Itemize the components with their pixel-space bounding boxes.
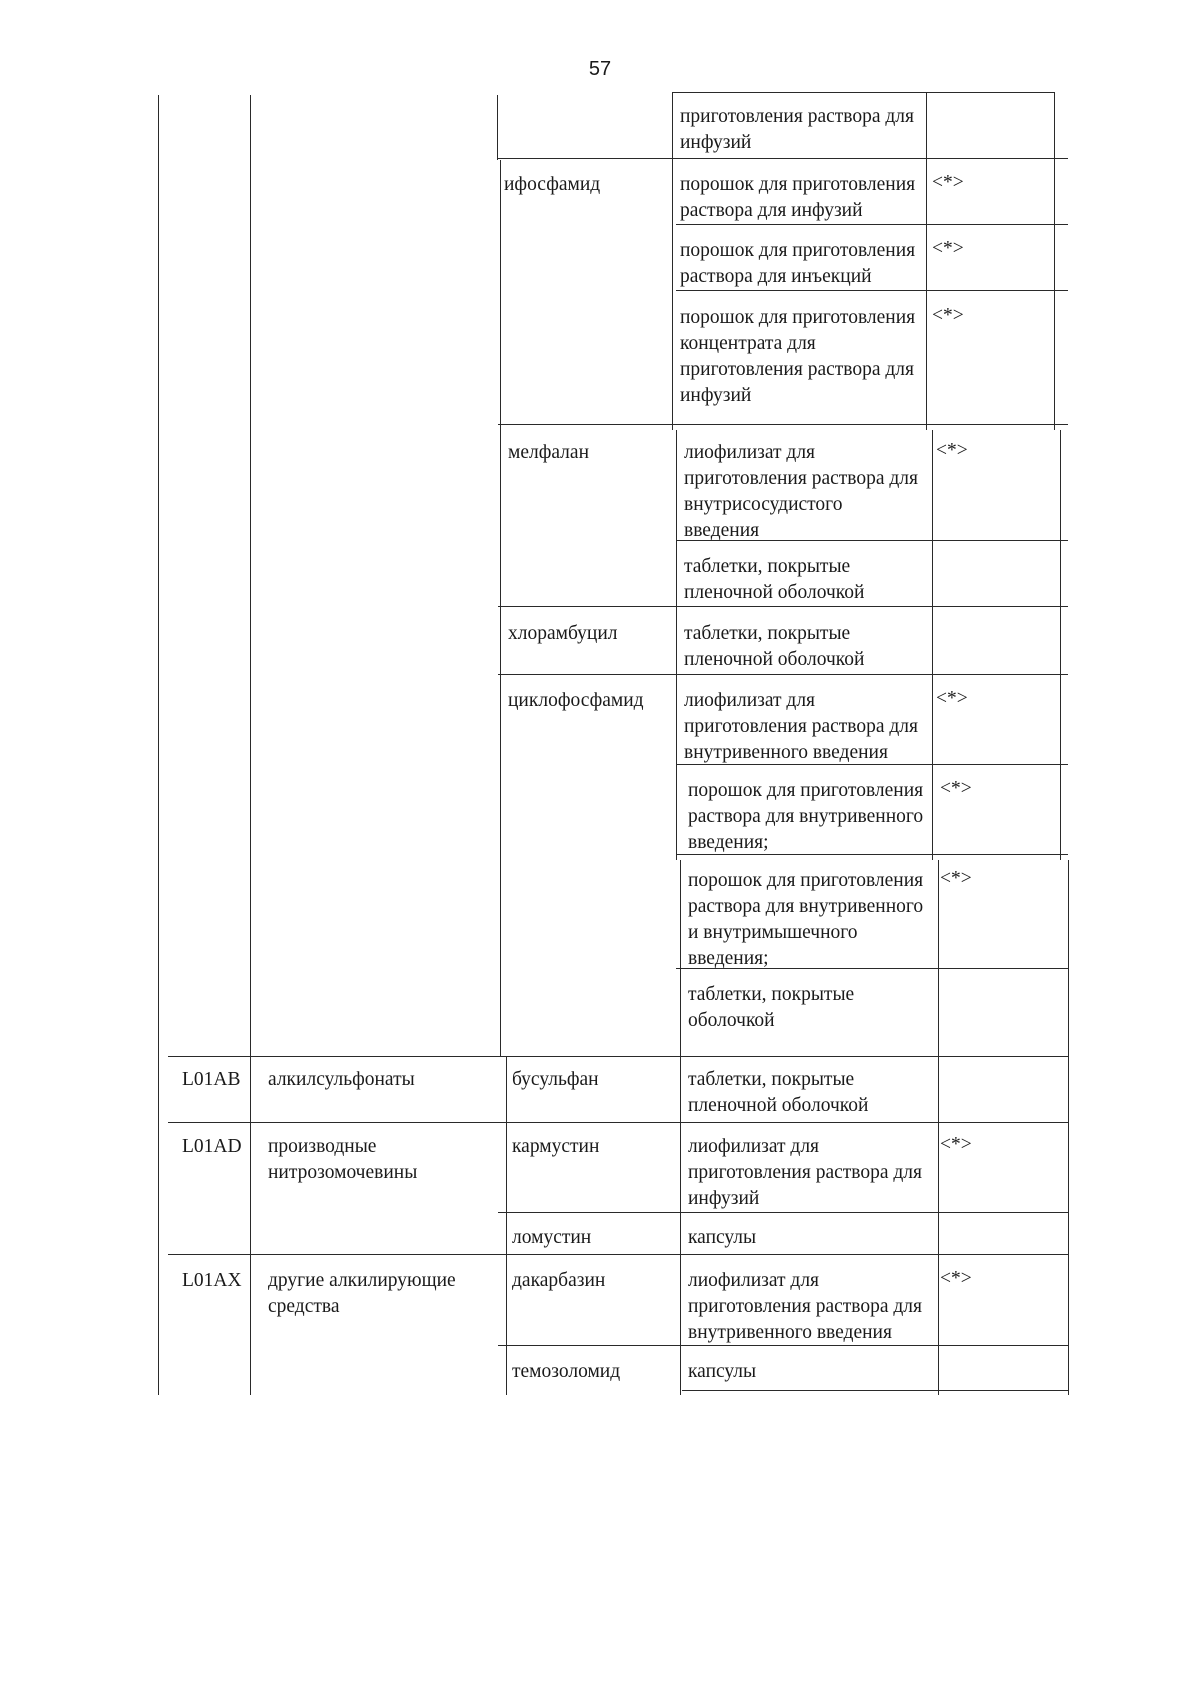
drug-group: алкилсульфонаты [268,1069,415,1090]
mark-asterisk: <*> [936,688,968,709]
dosage-form: таблетки, покрытые оболочкой [688,984,855,1031]
mark-asterisk: <*> [932,305,964,326]
mark-asterisk: <*> [940,778,972,799]
dosage-form: порошок для приготовления раствора для внутривенного введения; [688,780,924,853]
table-border [498,1212,1068,1213]
page-number: 57 [588,58,612,80]
table-border [676,290,1068,291]
table-border [932,430,933,860]
dosage-form: таблетки, покрытые пленочной оболочкой [684,623,865,670]
table-border [676,224,1068,225]
dosage-form: лиофилизат для приготовления раствора для внутривенного введения [684,690,918,763]
dosage-form: порошок для приготовления раствора для инъекций [680,240,916,287]
table-border [926,92,927,430]
table-border [498,606,1068,607]
table-border [168,1056,1068,1057]
dosage-form: капсулы [688,1361,757,1382]
table-border [498,674,1068,675]
dosage-form: капсулы [688,1227,757,1248]
drug-name: ломустин [512,1227,592,1248]
mark-asterisk: <*> [940,868,972,889]
table-border [1068,860,1069,1395]
dosage-form: приготовления раствора для инфузий [680,106,914,153]
drug-name: ифосфамид [504,174,601,195]
table-border [168,1254,1068,1255]
mark-asterisk: <*> [940,1134,972,1155]
table-border [250,95,251,1395]
table-border [672,92,673,430]
table-border [1054,92,1055,430]
dosage-form: таблетки, покрытые пленочной оболочкой [688,1069,869,1116]
dosage-form: лиофилизат для приготовления раствора для внутрисосудистого введения [684,442,918,541]
table-border [158,95,159,1395]
mark-asterisk: <*> [936,440,968,461]
table-border [168,1122,1068,1123]
drug-name: бусульфан [512,1069,599,1090]
atc-code: L01AD [182,1136,242,1157]
table-border [680,860,681,1395]
table-border [938,860,939,1395]
drug-name: кармустин [512,1136,600,1157]
dosage-form: лиофилизат для приготовления раствора для внутривенного введения [688,1270,922,1343]
drug-name: циклофосфамид [508,690,644,711]
drug-name: темозоломид [512,1361,621,1382]
table-border [682,1390,1068,1391]
dosage-form: порошок для приготовления раствора для внутривенного и внутримышечного введения; [688,870,924,969]
mark-asterisk: <*> [932,238,964,259]
drug-group: производные нитрозомочевины [268,1136,418,1183]
dosage-form: таблетки, покрытые пленочной оболочкой [684,556,865,603]
table-border [498,424,1068,425]
table-border [497,95,498,160]
atc-code: L01AB [182,1069,241,1090]
table-border [498,158,1068,159]
dosage-form: лиофилизат для приготовления раствора для инфузий [688,1136,922,1209]
drug-name: мелфалан [508,442,590,463]
drug-group: другие алкилирующие средства [268,1270,456,1317]
atc-code: L01AX [182,1270,242,1291]
drug-name: хлорамбуцил [508,623,618,644]
table-border [676,430,677,860]
table-border [1060,430,1061,860]
table-border [500,160,501,1056]
dosage-form: порошок для приготовления раствора для инфузий [680,174,916,221]
dosage-form: порошок для приготовления концентрата для приготовления раствора для инфузий [680,307,916,406]
drug-name: дакарбазин [512,1270,606,1291]
table-border [672,92,1054,93]
mark-asterisk: <*> [932,172,964,193]
mark-asterisk: <*> [940,1268,972,1289]
